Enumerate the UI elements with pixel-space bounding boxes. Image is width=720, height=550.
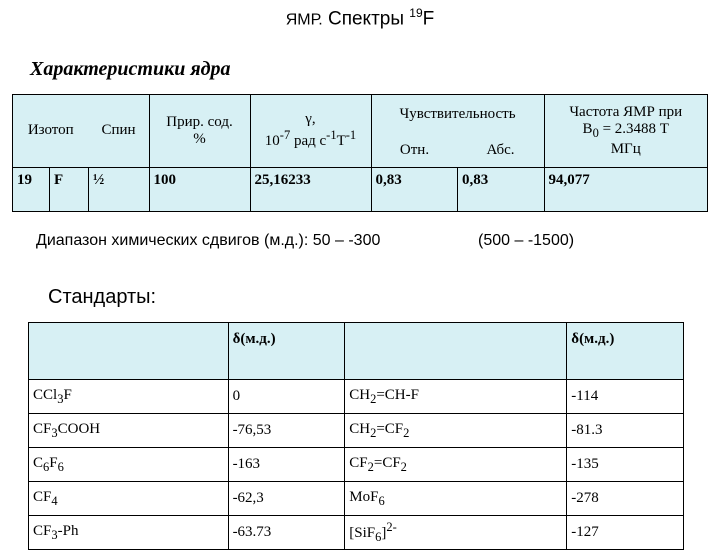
table-row xyxy=(29,482,684,516)
std-header-empty-2 xyxy=(345,323,567,380)
cell-sens-absolute: 0,83 xyxy=(458,167,545,211)
cell-element: F xyxy=(50,167,89,211)
std-delta-2: -81.3 xyxy=(567,414,684,448)
std-compound-2: MoF$_6$ xyxy=(345,482,567,516)
std-header-empty-1 xyxy=(29,323,229,380)
section-heading-nucleus: Характеристики ядра xyxy=(30,58,231,80)
std-delta-2: -114 xyxy=(567,380,684,414)
std-delta-2: -127 xyxy=(567,516,684,550)
std-header-delta-1: δ(м.д.) xyxy=(228,323,345,380)
cell-spin: ½ xyxy=(89,167,150,211)
standards-table xyxy=(28,322,684,550)
std-compound-1: $CF_3-Ph$ xyxy=(29,516,229,550)
std-compound-2: $CH_2=CF_2$ xyxy=(345,414,567,448)
std-compound-1: $CF_4$ xyxy=(29,482,229,516)
std-delta-1: -62,3 xyxy=(228,482,345,516)
std-delta-2: -278 xyxy=(567,482,684,516)
std-compound-1: CCl$_3$F xyxy=(29,380,229,414)
shift-range-text: Диапазон химических сдвигов (м.д.): 50 – -300 xyxy=(36,232,381,249)
std-compound-2: $CF_2=CF_2$ xyxy=(345,448,567,482)
std-header-delta-2: δ(м.д.) xyxy=(567,323,684,380)
cell-sens-relative: 0,83 xyxy=(371,167,458,211)
standards-heading: Стандарты: xyxy=(48,286,157,308)
header-sens-absolute: Абс. xyxy=(458,134,545,167)
header-sens-relative: Отн. xyxy=(371,134,458,167)
table-row xyxy=(29,380,684,414)
std-compound-1: $C_6F_6$ xyxy=(29,448,229,482)
header-sensitivity: Чувствительность xyxy=(371,95,544,134)
table-row xyxy=(29,448,684,482)
std-compound-1: $CF_3COOH$ xyxy=(29,414,229,448)
nucleus-properties-table xyxy=(12,94,708,212)
std-delta-1: 0 xyxy=(228,380,345,414)
std-compound-2: $CH_2=CH-F$ xyxy=(345,380,567,414)
header-isotope: Изотоп xyxy=(13,95,89,168)
cell-frequency: 94,077 xyxy=(544,167,708,211)
page-title: ЯМР. Спектры $^{19}$F xyxy=(285,6,435,30)
table-row xyxy=(29,516,684,550)
header-spin: Спин xyxy=(89,95,150,168)
cell-abundance: 100 xyxy=(149,167,250,211)
std-delta-1: -63.73 xyxy=(228,516,345,550)
cell-mass-number: 19 xyxy=(13,167,50,211)
header-gamma: γ, $10^{-7}$ рад $с^{-1}Т^{-1}$ xyxy=(250,95,371,168)
header-abundance: Прир. сод. % xyxy=(149,95,250,168)
header-frequency: Частота ЯМР при $В_0 = 2.3488$ Т МГц xyxy=(544,95,708,168)
cell-gamma: 25,16233 xyxy=(250,167,371,211)
table-row xyxy=(29,414,684,448)
std-delta-2: -135 xyxy=(567,448,684,482)
std-delta-1: -76,53 xyxy=(228,414,345,448)
std-delta-1: -163 xyxy=(228,448,345,482)
std-compound-2: $[SiF_6]^{2-}$ xyxy=(345,516,567,550)
shift-range-alt: (500 – -1500) xyxy=(478,232,575,249)
